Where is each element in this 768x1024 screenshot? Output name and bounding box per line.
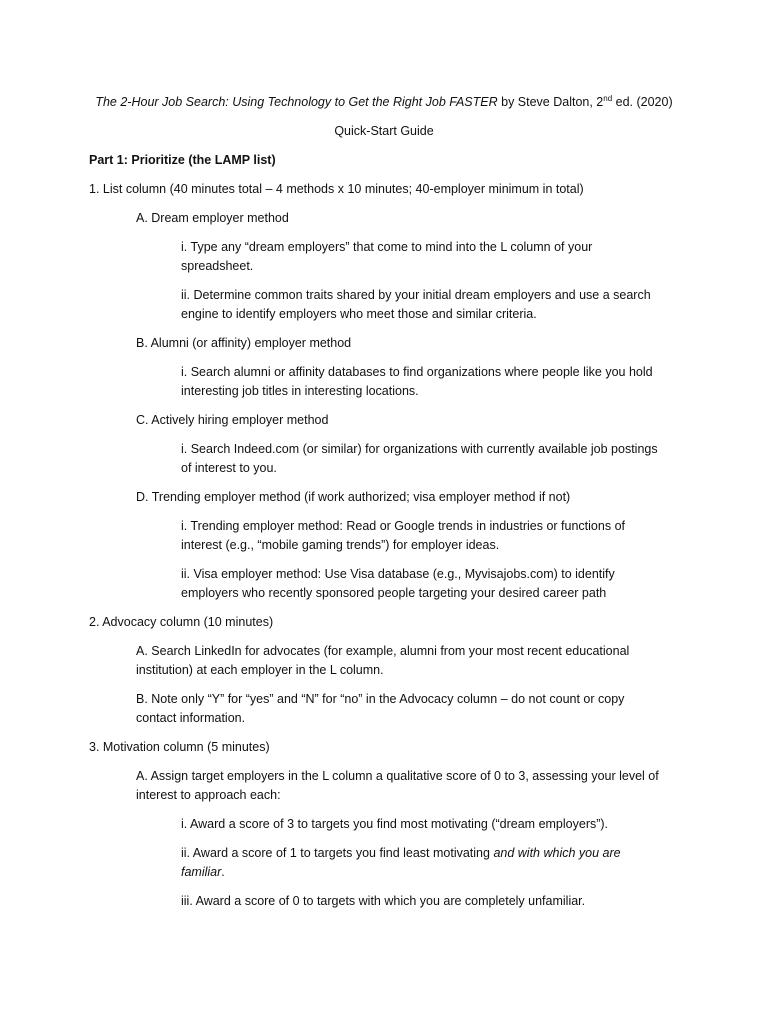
motivation-iii: iii. Award a score of 0 to targets with which you are completely unfamiliar. [181, 894, 586, 908]
dream-employer-ii-line1: ii. Determine common traits shared by your initial dream employers and use a search [181, 288, 651, 302]
advocacy-b-line1: B. Note only “Y” for “yes” and “N” for “no” in the Advocacy column – do not count or copy [136, 692, 625, 706]
trending-employer-heading: D. Trending employer method (if work authorized; visa employer method if not) [136, 490, 571, 504]
motivation-ii-line2 [181, 863, 225, 882]
alumni-employer-i-line2: interesting job titles in interesting locations. [181, 384, 419, 398]
hiring-employer-i-line1: i. Search Indeed.com (or similar) for organizations with currently available job postings [181, 442, 658, 456]
visa-employer-ii-line1: ii. Visa employer method: Use Visa database (e.g., Myvisajobs.com) to identify [181, 567, 615, 581]
dream-employer-ii-line2: engine to identify employers who meet those and similar criteria. [181, 307, 537, 321]
hiring-employer-heading: C. Actively hiring employer method [136, 413, 329, 427]
advocacy-a-line2: institution) at each employer in the L column. [136, 663, 384, 677]
trending-employer-i-line1: i. Trending employer method: Read or Google trends in industries or functions of [181, 519, 625, 533]
motivation-a-line1: A. Assign target employers in the L column a qualitative score of 0 to 3, assessing your level of [136, 769, 659, 783]
motivation-ii-italic: and with which you are [493, 846, 621, 860]
list-column-heading: 1. List column (40 minutes total – 4 methods x 10 minutes; 40-employer minimum in total) [89, 182, 584, 196]
advocacy-column-heading: 2. Advocacy column (10 minutes) [89, 615, 274, 629]
guide-subtitle: Quick-Start Guide [334, 124, 434, 138]
motivation-ii-plain: ii. Award a score of 1 to targets you find least motivating [181, 846, 494, 860]
dream-employer-i-line2: spreadsheet. [181, 259, 254, 273]
advocacy-b-line2: contact information. [136, 711, 246, 725]
motivation-a-line2: interest to approach each: [136, 788, 281, 802]
part1-heading: Part 1: Prioritize (the LAMP list) [89, 153, 276, 167]
edition-year: ed. (2020) [612, 95, 673, 109]
edition-superscript: nd [603, 93, 613, 103]
visa-employer-ii-line2: employers who recently sponsored people targeting your desired career path [181, 586, 607, 600]
motivation-ii-italic-2: familiar [181, 865, 222, 879]
motivation-ii-line1 [181, 844, 621, 863]
trending-employer-i-line2: interest (e.g., “mobile gaming trends”) for employer ideas. [181, 538, 500, 552]
hiring-employer-i-line2: of interest to you. [181, 461, 277, 475]
author: by Steve Dalton, 2 [497, 95, 604, 109]
motivation-ii-end: . [221, 865, 225, 879]
motivation-column-heading: 3. Motivation column (5 minutes) [89, 740, 270, 754]
book-title: The 2-Hour Job Search: Using Technology to Get the Right Job FASTER [95, 95, 498, 109]
dream-employer-heading: A. Dream employer method [136, 211, 289, 225]
alumni-employer-heading: B. Alumni (or affinity) employer method [136, 336, 352, 350]
dream-employer-i-line1: i. Type any “dream employers” that come to mind into the L column of your [181, 240, 593, 254]
alumni-employer-i-line1: i. Search alumni or affinity databases to find organizations where people like you hold [181, 365, 653, 379]
advocacy-a-line1: A. Search LinkedIn for advocates (for example, alumni from your most recent educational [136, 644, 630, 658]
document-title-line [0, 93, 768, 112]
motivation-i: i. Award a score of 3 to targets you find most motivating (“dream employers”). [181, 817, 609, 831]
